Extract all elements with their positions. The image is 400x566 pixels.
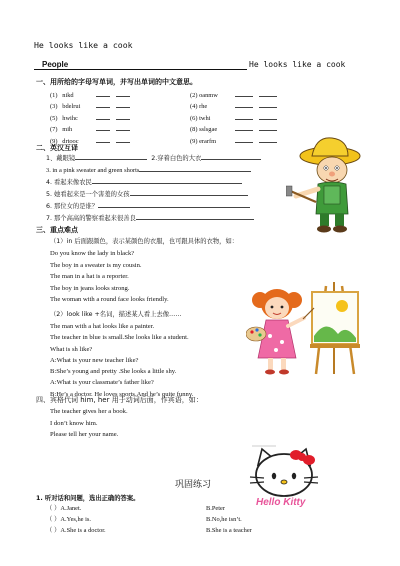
option-b: B.Peter <box>206 505 225 512</box>
translate-item: 6. 那位女的是谁？ <box>46 201 261 213</box>
example-sentence: A:What is your classmate’s father like? <box>50 379 154 387</box>
translate-item: 1、戴眼镜 2.穿着白色的大衣 <box>46 153 261 165</box>
example-sentence: Please tell her your name. <box>50 431 119 439</box>
translate-item: 5. 她看起来是一个害羞的女孩 <box>46 189 261 201</box>
example-sentence: The boy in a sweater is my cousin. <box>50 261 142 269</box>
word-item: (1) nikd <box>50 90 130 101</box>
word-item: (4) rhe <box>190 101 277 112</box>
section3-heading: 三、重点难点 <box>36 226 78 234</box>
section2-heading: 二、英汉互译 <box>36 144 78 152</box>
example-sentence: The teacher in blue is small.She looks like a student. <box>50 334 189 342</box>
practice-options-a <box>46 503 106 536</box>
word-item: (3) bdelrui <box>50 101 130 112</box>
option-a: （ ）A.Yes,he is. <box>46 516 91 523</box>
header-row <box>34 60 345 70</box>
word-item: (9) erarfm <box>190 136 277 147</box>
example-sentence: Do you know the lady in black? <box>50 250 135 257</box>
word-item: (8) sslsgae <box>190 124 277 135</box>
option-b: B.She is a teacher <box>206 527 252 534</box>
option-a: （ ）A.Janet. <box>46 505 82 512</box>
translate-item: 4. 看起来像农民 <box>46 177 261 189</box>
practice-options-b <box>206 503 252 536</box>
section2-lines <box>46 153 261 225</box>
word-item: (2) oanmw <box>190 90 277 101</box>
word-item: (6) twhi <box>190 113 277 124</box>
practice-title: 巩固练习 <box>175 480 212 490</box>
header-title: He looks like a cook <box>249 60 346 69</box>
example-sentence: A:What is your new teacher like? <box>50 356 139 364</box>
farmer-illustration <box>286 134 370 234</box>
section1-left <box>50 90 130 147</box>
example-sentence: B:She’s young and pretty .She looks a little shy. <box>50 368 177 376</box>
example-sentence: The boy in jeans looks strong. <box>50 284 130 292</box>
section1-heading: 一、用所给的字母写单词，并写出单词的中文意思。 <box>36 78 197 86</box>
example-sentence: The woman with a round face looks friendly. <box>50 296 169 304</box>
word-item: (9) drtooc <box>50 136 130 147</box>
example-sentence: B:He’s a doctor. He loves sports.And he’s quite funny. <box>50 390 194 398</box>
examples2 <box>50 321 193 400</box>
practice-question1: 1. 听对话和问题，选出正确的答案。 <box>36 495 140 502</box>
people-label: People <box>34 60 247 70</box>
section4-lines <box>50 406 128 441</box>
example-sentence: I don’t know him. <box>50 419 98 427</box>
example-sentence: What is sh like? <box>50 345 93 353</box>
example-sentence: The man with a hat looks like a painter. <box>50 323 155 330</box>
painter-girl-illustration <box>246 278 366 376</box>
example-sentence: The man in a hat is a reporter. <box>50 273 129 281</box>
hello-kitty-text: Hello Kitty <box>256 497 306 508</box>
word-item: (7) mih <box>50 124 130 135</box>
section1-right <box>190 90 277 147</box>
word-item: (5) hwihc <box>50 113 130 124</box>
option-a: （ ）A.She is a doctor. <box>46 527 106 534</box>
point2: （2）look like +名词，描述某人看上去像…… <box>50 311 182 318</box>
point1: （1）in 后面跟颜色，表示某颜色的衣服，也可跟具体的衣物，如： <box>50 238 239 245</box>
translate-item: 3. in a pink sweater and green shorts <box>46 165 261 177</box>
translate-item: 7. 那个高高的警察看起来很善良 <box>46 213 261 225</box>
examples1 <box>50 248 169 306</box>
page-title: He looks like a cook <box>34 40 133 50</box>
example-sentence: The teacher gives her a book. <box>50 408 128 415</box>
option-b: B.No,he isn’t. <box>206 516 242 523</box>
section4-heading: 四、宾格代词 him, her 用于动词后面，作宾语，如： <box>36 396 203 404</box>
